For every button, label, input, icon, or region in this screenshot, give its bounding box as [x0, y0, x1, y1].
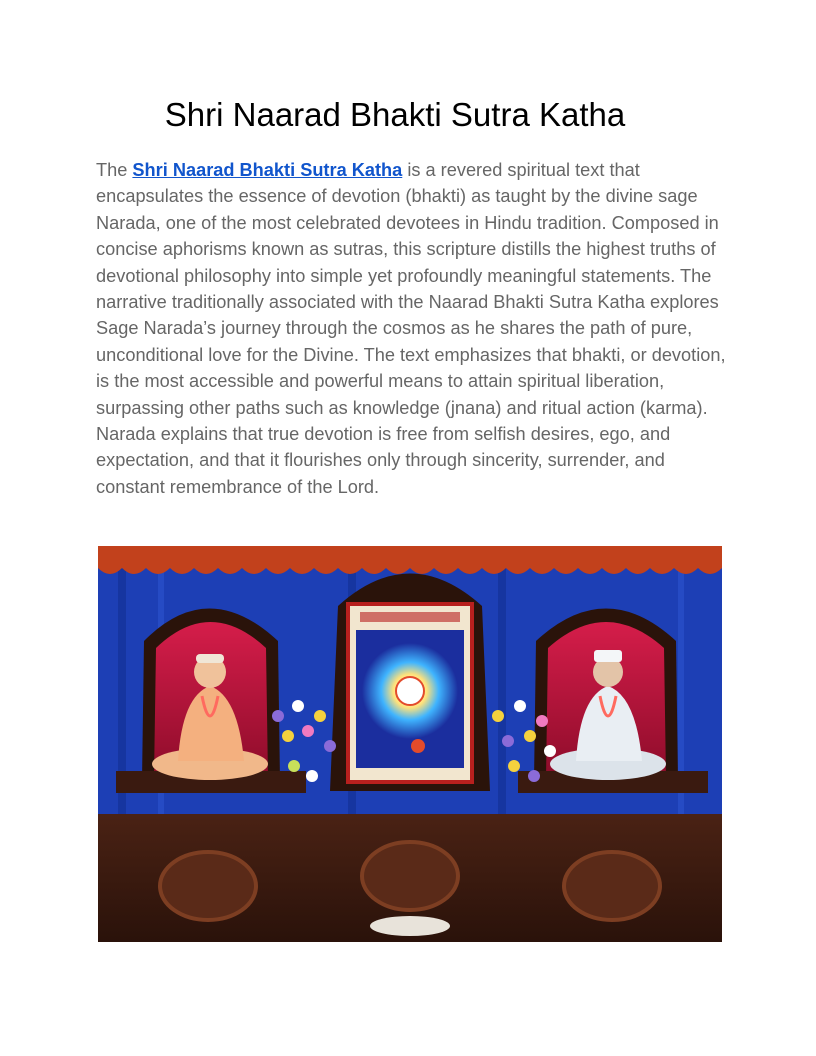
shrine-illustration [98, 546, 722, 942]
body-paragraph [96, 157, 726, 500]
offering-plate [370, 916, 450, 936]
paragraph-intro: The [96, 160, 133, 180]
center-frame-icon [330, 574, 490, 792]
page-title: Shri Naarad Bhakti Sutra Katha [164, 96, 626, 133]
shrine-photo [98, 546, 722, 942]
paragraph-body: is a revered spiritual text that encapsulates the essence of devotion (bhakti) as taught by the divine sage Narada, one of the most celebrated devotees in Hindu tradition. Composed in concise aphorisms known as sutras, this scripture distills the highest truths of devotional philosophy into simple yet profoundly meaningful statements. The narrative traditionally associated with the Naarad Bhakti Sutra Katha explores Sage Narada’s journey through the cosmos as he shares the path of pure, unconditional love for the Divine. The text emphasizes that bhakti, or devotion, is the most accessible and powerful means to attain spiritual liberation, surpassing other paths such as knowledge (jnana) and ritual action (karma). Narada explains that true devotion is free from selfish desires, ego, and expectation, and that it flourishes only through sincerity, surrender, and constant remembrance of the Lord. [96, 160, 726, 497]
title-link[interactable]: Shri Naarad Bhakti Sutra Katha [132, 160, 403, 180]
